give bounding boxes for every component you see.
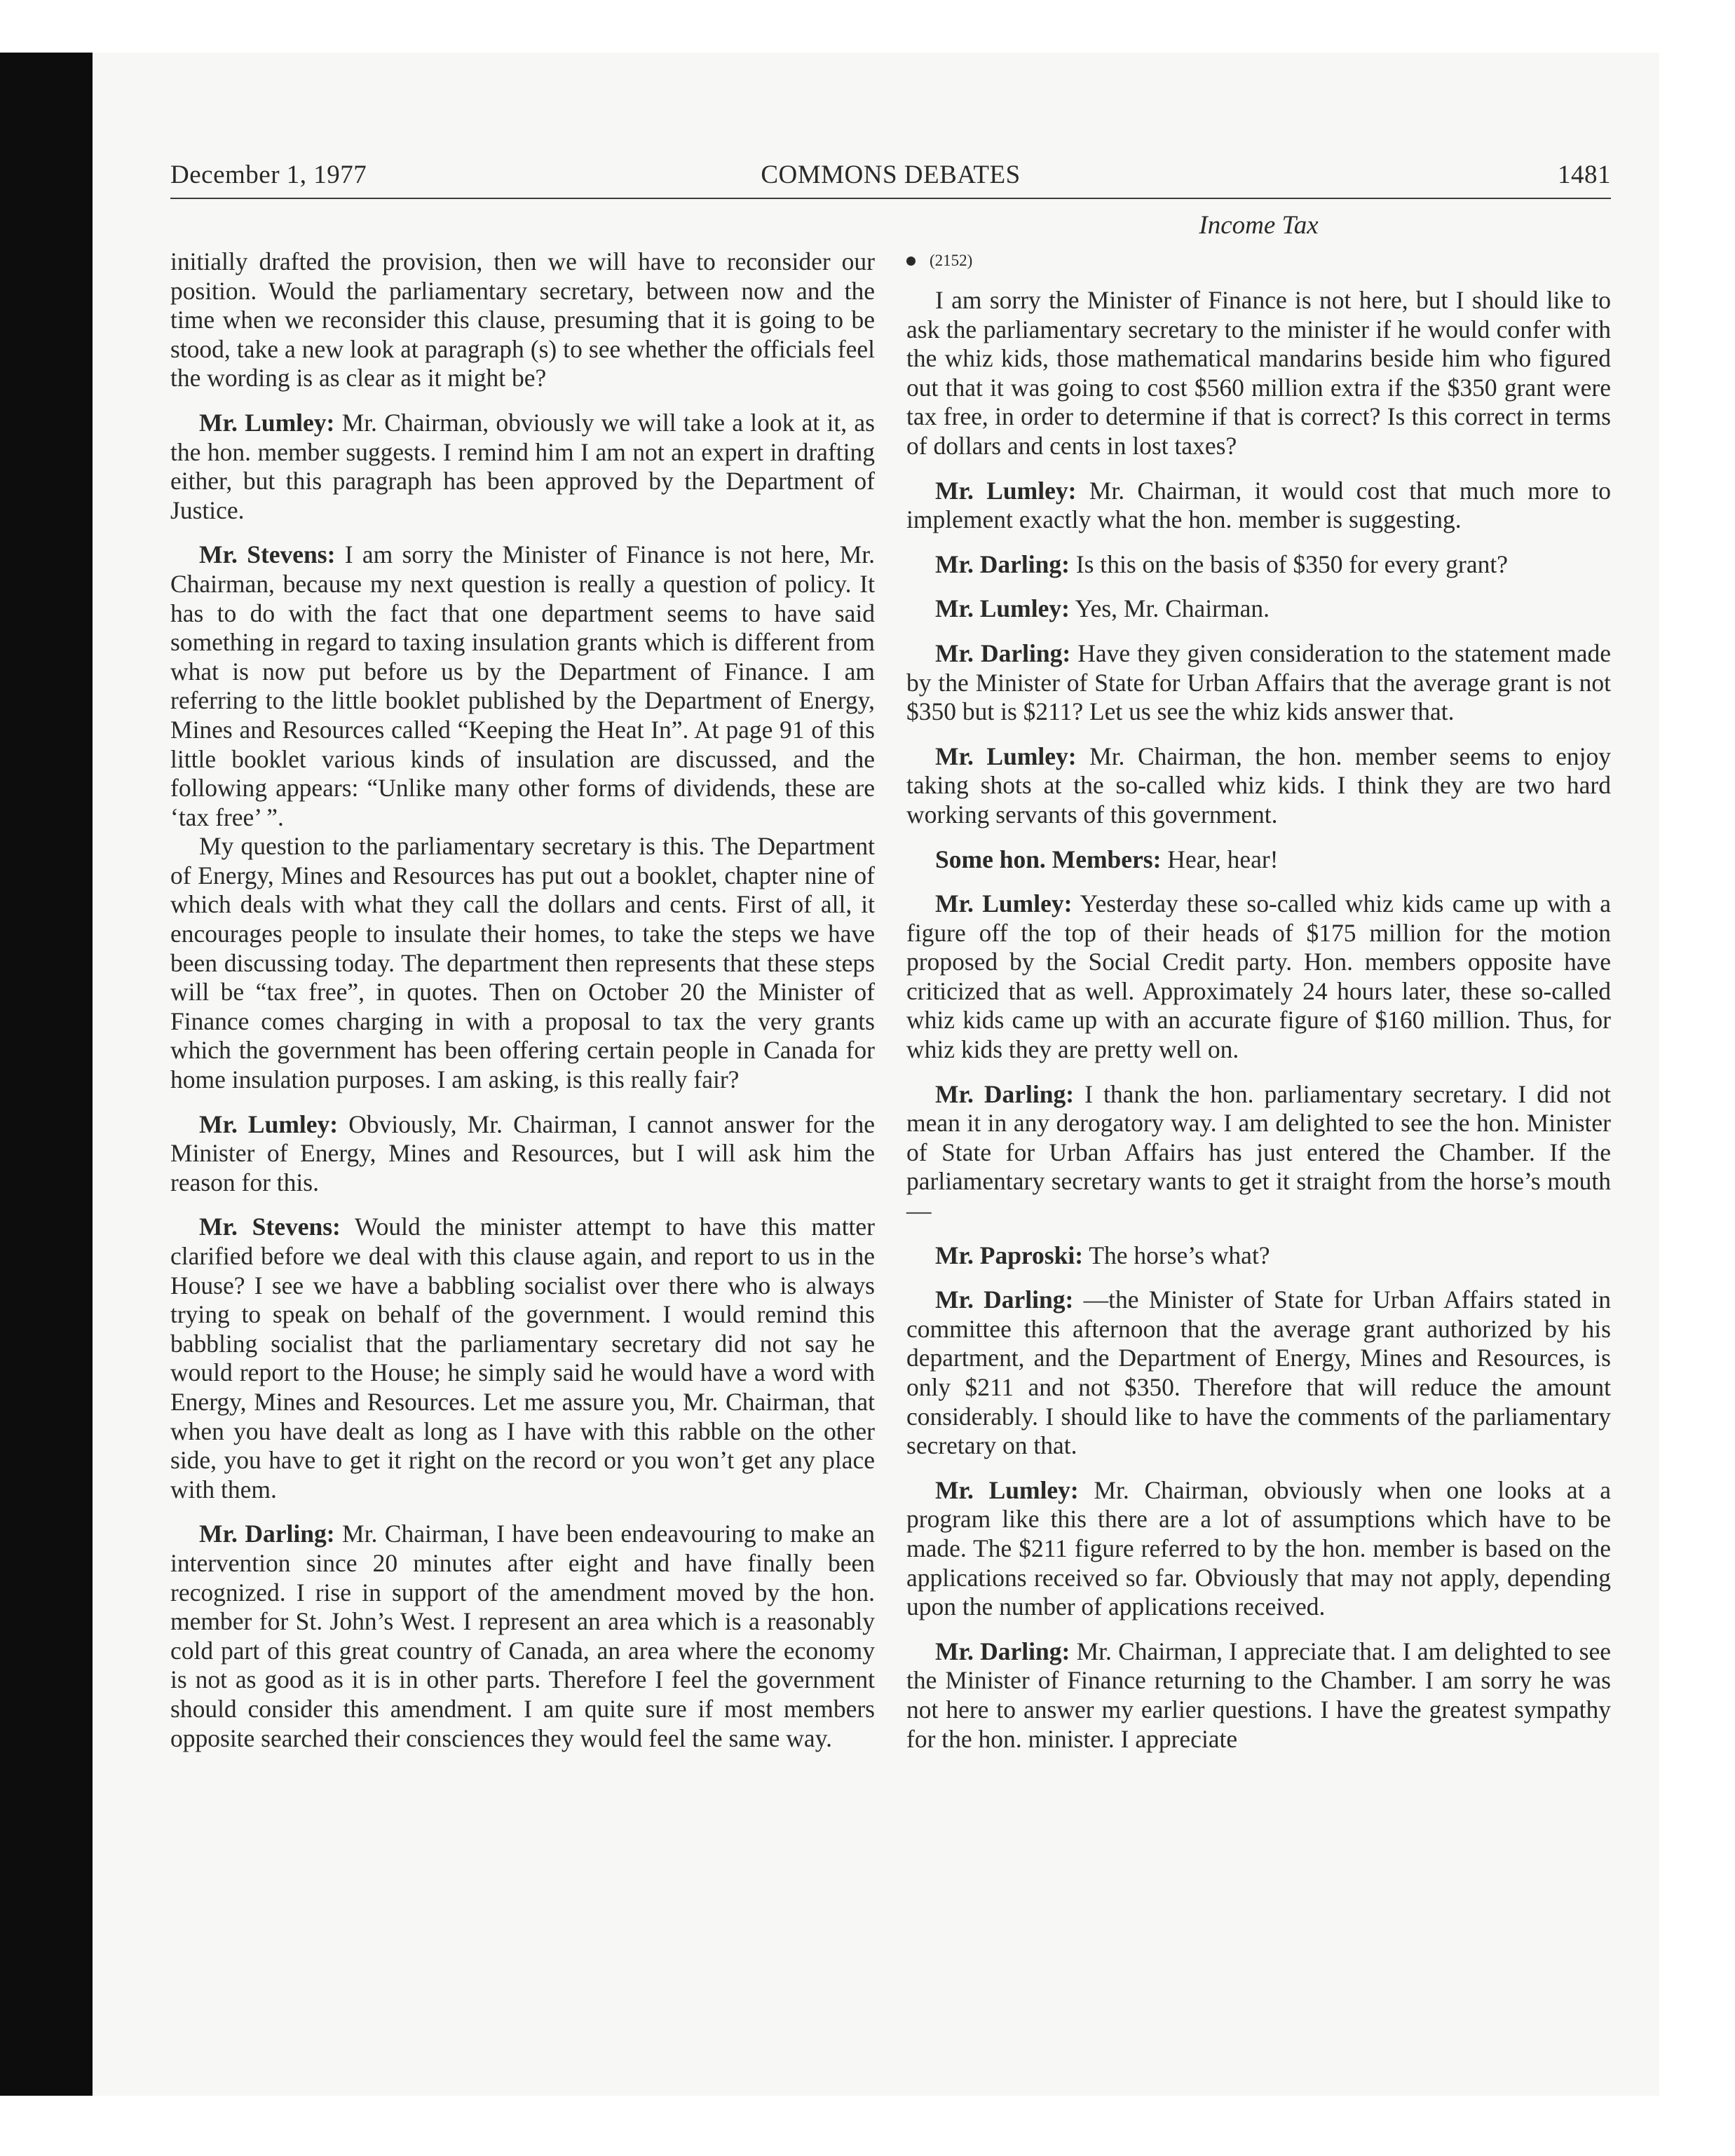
speech-text: Hear, hear! [1167,845,1279,873]
speech-text: Mr. Chairman, it would cost that much more to implement exactly what the hon. member is suggesting. [906,476,1611,534]
speaker-name: Mr. Lumley: [935,594,1070,623]
right-column-text [906,286,1611,1754]
scan-edge-shadow [0,53,93,2096]
right-column [906,209,1611,1754]
speaker-name: Mr. Darling: [935,1637,1070,1665]
speech-text: Yes, Mr. Chairman. [1075,594,1270,623]
speaker-name: Mr. Darling: [935,639,1071,667]
paragraph [906,1080,1611,1226]
paragraph [906,1476,1611,1622]
speech-text: Mr. Chairman, the hon. member seems to enjoy taking shots at the so-called whiz kids. I think they are two hard working servants of this government. [906,742,1611,828]
speaker-name: Mr. Darling: [935,550,1070,578]
header-page-number: 1481 [1558,161,1611,189]
speech-text: Mr. Chairman, obviously we will take a look at it, as the hon. member suggests. I remind him I am not an expert in drafting either, but this paragraph has been approved by the Department of Justice. [170,408,875,524]
speech-text: Would the minister attempt to have this matter clarified before we deal with this clause again, and report to us in the House? I see we have a babbling socialist over there who is always trying to speak on behalf of the government. I would remind this babbling socialist that the parliamentary secretary did not say he would report to the House; he simply said he would have a word with Energy, Mines and Resources. Let me assure you, Mr. Chairman, that when you have dealt as long as I have with this rabble on the other side, you have to get it right on the record or you won’t get any place with them. [170,1213,875,1503]
paragraph [906,845,1611,875]
paragraph [906,286,1611,461]
speech-text: Mr. Chairman, obviously when one looks at a program like this there are a lot of assumptions which have to be made. The $211 figure referred to by the hon. member is based on the applications received so far. Obviously that may not apply, depending upon the number of applications received. [906,1475,1611,1621]
speaker-name: Some hon. Members: [935,845,1162,873]
paragraph [906,1285,1611,1461]
speech-text: I am sorry the Minister of Finance is not here, Mr. Chairman, because my next question is really a question of policy. It has to do with the fact that one department seems to have said something in regard to taxing insulation grants which is different from what is now put before us by the Department of Finance. I am referring to the little booklet published by the Department of Energy, Mines and Resources called “Keeping the Heat In”. At page 91 of this little booklet various kinds of insulation are discussed, and the following appears: “Unlike many other forms of dividends, these are ‘tax free’ ”. [170,540,876,831]
paragraph [170,1110,875,1198]
speech-text: Mr. Chairman, I appreciate that. I am delighted to see the Minister of Finance returning to the Chamber. I am sorry he was not here to answer my earlier questions. I have the greatest sympathy for the hon. minister. I appreciate [906,1637,1611,1753]
paragraph [170,247,875,393]
speech-text: I am sorry the Minister of Finance is not here, but I should like to ask the parliamentary secretary to the minister if he would confer with the whiz kids, those mathematical mandarins beside him who figured out that it was going to cost $560 million extra if the $350 grant were tax free, in order to determine if that is correct? Is this correct in terms of dollars and cents in lost taxes? [906,286,1611,460]
speaker-name: Mr. Lumley: [935,1475,1079,1504]
paragraph [906,594,1611,624]
speaker-name: Mr. Lumley: [935,742,1077,770]
bullet-icon [906,257,916,266]
speech-text: Yesterday these so-called whiz kids came up with a figure off the top of their heads of $175 million for the motion proposed by the Social Credit party. Hon. members opposite have criticized that as well. Approximately 24 hours later, these so-called whiz kids came up with an accurate figure of $160 million. Thus, for whiz kids they are pretty well on. [906,889,1611,1064]
paragraph [170,540,875,832]
speech-text: Mr. Chairman, I have been endeavouring to make an intervention since 20 minutes after eight and have finally been recognized. I rise in support of the amendment moved by the hon. member for St. John’s West. I represent an area which is a reasonably cold part of this great country of Canada, an area where the economy is not as good as it is in other parts. Therefore I feel the government should consider this amendment. I am quite sure if most members opposite searched their consciences they would feel the same way. [170,1520,876,1752]
left-column [170,247,875,1753]
speaker-name: Mr. Darling: [199,1520,335,1548]
speaker-name: Mr. Lumley: [935,476,1077,505]
speaker-name: Mr. Darling: [935,1079,1075,1108]
running-header [170,160,1611,196]
paragraph [170,409,875,525]
speaker-name: Mr. Lumley: [199,1110,339,1138]
section-title: Income Tax [1199,211,1319,240]
speech-text: initially drafted the provision, then we will have to reconsider our position. Would the parliamentary secretary, between now and the time when we reconsider this clause, presuming that it is going to be stood, take a new look at paragraph (s) to see whether the officials feel the wording is as clear as it might be? [170,247,875,393]
speaker-name: Mr. Lumley: [199,408,335,437]
header-date: December 1, 1977 [170,161,367,189]
two-column-body [170,209,1611,2059]
paragraph [170,1213,875,1504]
paragraph [170,1520,875,1753]
paragraph [906,742,1611,830]
speech-text: Obviously, Mr. Chairman, I cannot answer for the Minister of Energy, Mines and Resources, but I will ask him the reason for this. [170,1110,875,1196]
speech-text: Is this on the basis of $350 for every grant? [1075,550,1508,578]
paragraph [906,1241,1611,1271]
speaker-name: Mr. Lumley: [935,889,1073,918]
speech-text: I thank the hon. parliamentary secretary. I did not mean it in any derogatory way. I am delighted to see the hon. Minister of State for Urban Affairs has just entered the Chamber. If the parliamentary secretary wants to get it straight from the horse’s mouth— [906,1079,1611,1225]
paragraph [170,832,875,1094]
speaker-name: Mr. Stevens: [199,1213,341,1241]
speech-text: —the Minister of State for Urban Affairs stated in committee this afternoon that the average grant authorized by his department, and the Department of Energy, Mines and Resources, is only $211 and not $350. Therefore that will reduce the amount considerably. I should like to have the comments of the parliamentary secretary on that. [906,1285,1611,1460]
document-page [170,160,1612,1753]
speaker-name: Mr. Paproski: [935,1241,1084,1269]
time-marker-label: (2152) [930,252,973,269]
time-marker [906,247,1611,275]
speech-text: Have they given consideration to the statement made by the Minister of State for Urban Affairs that the average grant is not $350 but is $211? Let us see the whiz kids answer that. [906,639,1612,726]
paragraph [906,550,1611,580]
paragraph [906,889,1611,1065]
speaker-name: Mr. Darling: [935,1285,1074,1314]
paragraph [906,1637,1611,1754]
header-title: COMMONS DEBATES [761,161,1021,189]
paragraph [906,639,1611,727]
speaker-name: Mr. Stevens: [199,540,336,569]
speech-text: My question to the parliamentary secretary is this. The Department of Energy, Mines and Resources has put out a booklet, chapter nine of which deals with what they call the dollars and cents. First of all, it encourages people to insulate their homes, to take the steps we have been discussing today. The department then represents that these steps will be “tax free”, in quotes. Then on October 20 the Minister of Finance comes charging in with a proposal to tax the very grants which the government has been offering certain people in Canada for home insulation purposes. I am asking, is this really fair? [170,832,875,1094]
speech-text: The horse’s what? [1089,1241,1270,1269]
header-rule [170,198,1611,199]
paragraph [906,477,1611,535]
